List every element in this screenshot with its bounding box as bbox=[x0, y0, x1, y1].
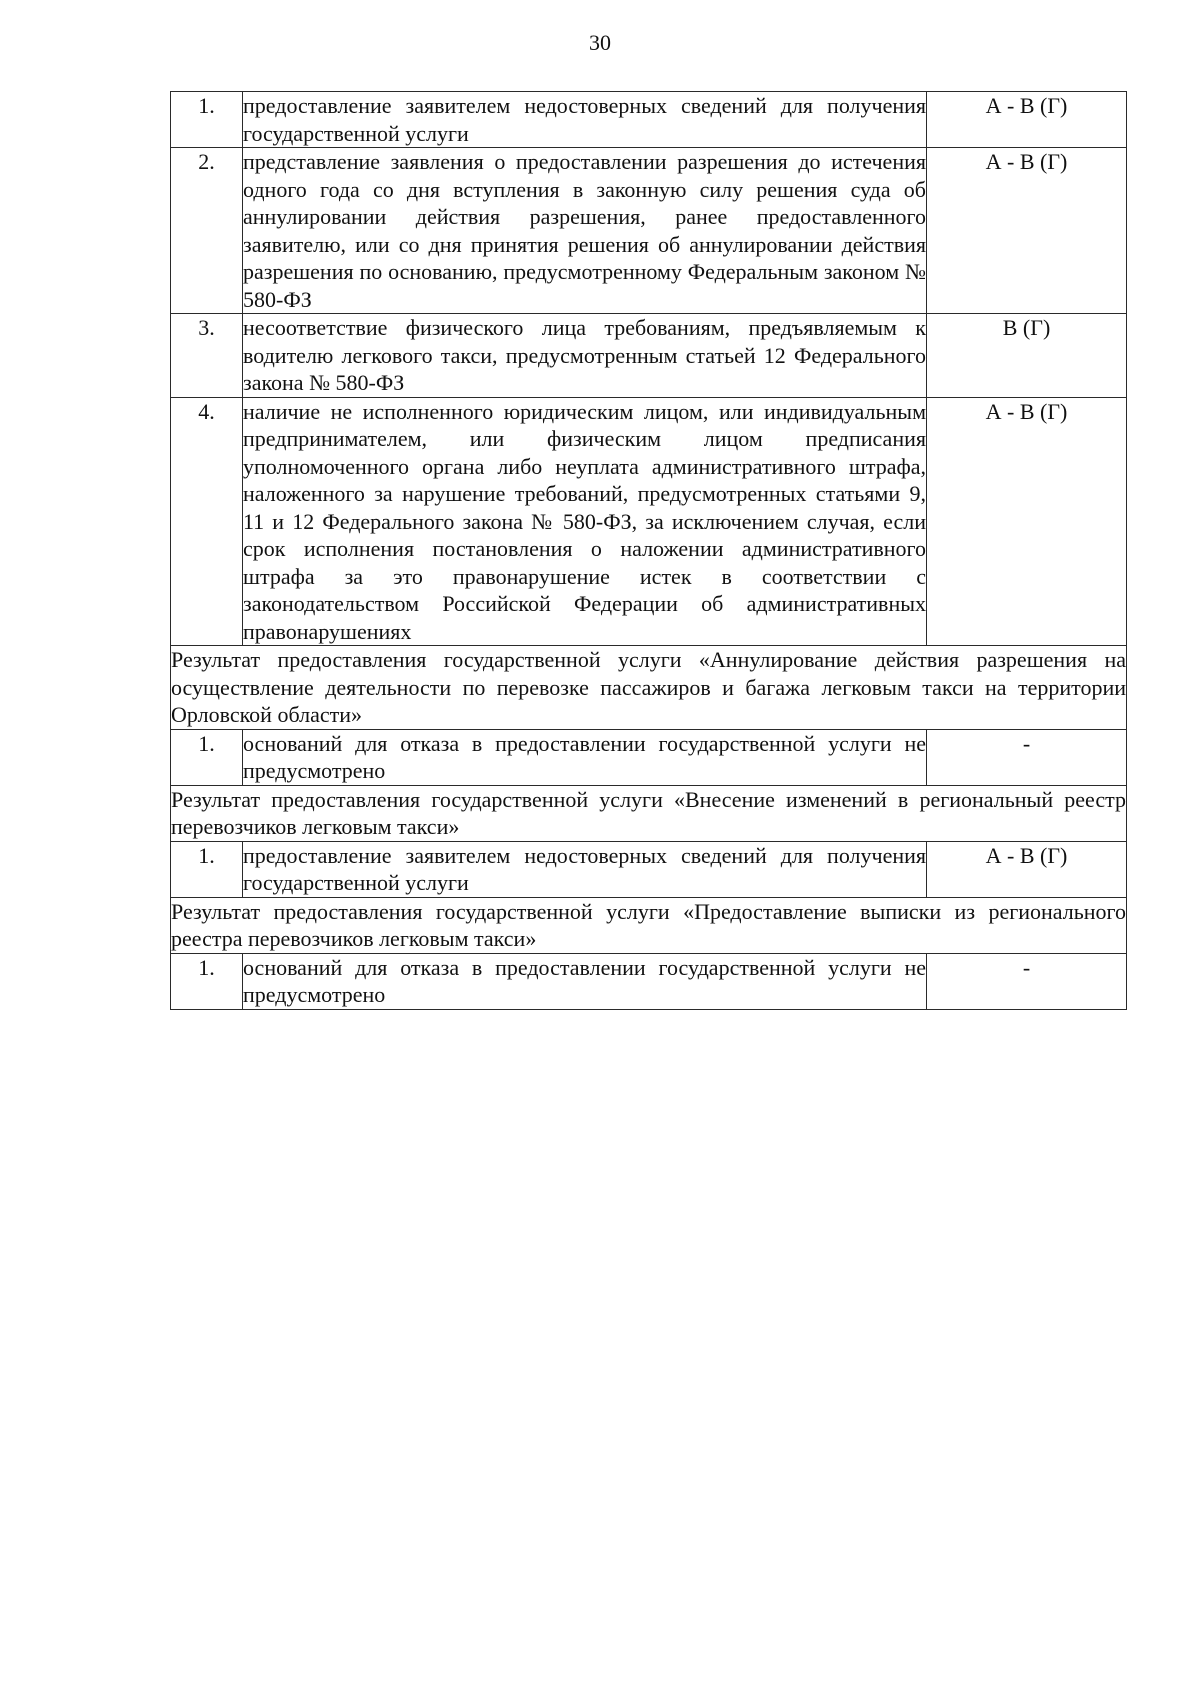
row-number: 4. bbox=[171, 397, 243, 646]
row-code: В (Г) bbox=[927, 314, 1127, 398]
table-row bbox=[171, 92, 1127, 148]
row-text: оснований для отказа в предоставлении государственной услуги не предусмотрено bbox=[243, 730, 926, 783]
section-title: Результат предоставления государственной услуги «Внесение изменений в региональный реестр перевозчиков легковым такси» bbox=[171, 786, 1126, 839]
grounds-table bbox=[170, 91, 1127, 1010]
table-row bbox=[171, 953, 1127, 1009]
row-code: - bbox=[927, 953, 1127, 1009]
row-text: несоответствие физического лица требованиям, предъявляемым к водителю легкового такси, предусмотренным статьей 12 Федерального закона № 580-ФЗ bbox=[243, 315, 926, 395]
section-title: Результат предоставления государственной услуги «Аннулирование действия разрешения на осуществление деятельности по перевозке пассажиров и багажа легковым такси на территории Орловской области» bbox=[171, 647, 1126, 727]
section-header-row bbox=[171, 646, 1127, 730]
row-text: оснований для отказа в предоставлении государственной услуги не предусмотрено bbox=[243, 954, 926, 1007]
row-text: представление заявления о предоставлении разрешения до истечения одного года со дня вступления в законную силу решения суда об аннулировании действия разрешения, ранее предоставленного заявителю, или со дня принятия решения об аннулировании действия разрешения по основанию, предусмотренному Федеральным законом № 580-ФЗ bbox=[243, 149, 926, 312]
row-text: предоставление заявителем недостоверных сведений для получения государственной услуги bbox=[243, 842, 926, 895]
section-header-row bbox=[171, 897, 1127, 953]
table-row bbox=[171, 841, 1127, 897]
row-number: 2. bbox=[171, 148, 243, 314]
section-header-row bbox=[171, 785, 1127, 841]
row-number: 1. bbox=[171, 841, 243, 897]
table-row bbox=[171, 148, 1127, 314]
row-number: 3. bbox=[171, 314, 243, 398]
section-title: Результат предоставления государственной услуги «Предоставление выписки из регионального реестра перевозчиков легковым такси» bbox=[171, 898, 1126, 951]
row-text: наличие не исполненного юридическим лицом, или индивидуальным предпринимателем, или физическим лицом предписания уполномоченного органа либо неуплата административного штрафа, наложенного за нарушение требований, предусмотренных статьями 9, 11 и 12 Федерального закона № 580-ФЗ, за исключением случая, если срок исполнения постановления о наложении административного штрафа за это правонарушение истек в соответствии с законодательством Российской Федерации об административных правонарушениях bbox=[243, 398, 926, 644]
row-code: А - В (Г) bbox=[927, 841, 1127, 897]
row-text: предоставление заявителем недостоверных сведений для получения государственной услуги bbox=[243, 93, 926, 146]
row-code: - bbox=[927, 729, 1127, 785]
row-code: А - В (Г) bbox=[927, 148, 1127, 314]
table-row bbox=[171, 729, 1127, 785]
row-number: 1. bbox=[171, 953, 243, 1009]
table-row bbox=[171, 397, 1127, 646]
page-number: 30 bbox=[589, 30, 611, 55]
row-code: А - В (Г) bbox=[927, 92, 1127, 148]
table-row bbox=[171, 314, 1127, 398]
row-number: 1. bbox=[171, 729, 243, 785]
row-number: 1. bbox=[171, 92, 243, 148]
row-code: А - В (Г) bbox=[927, 397, 1127, 646]
